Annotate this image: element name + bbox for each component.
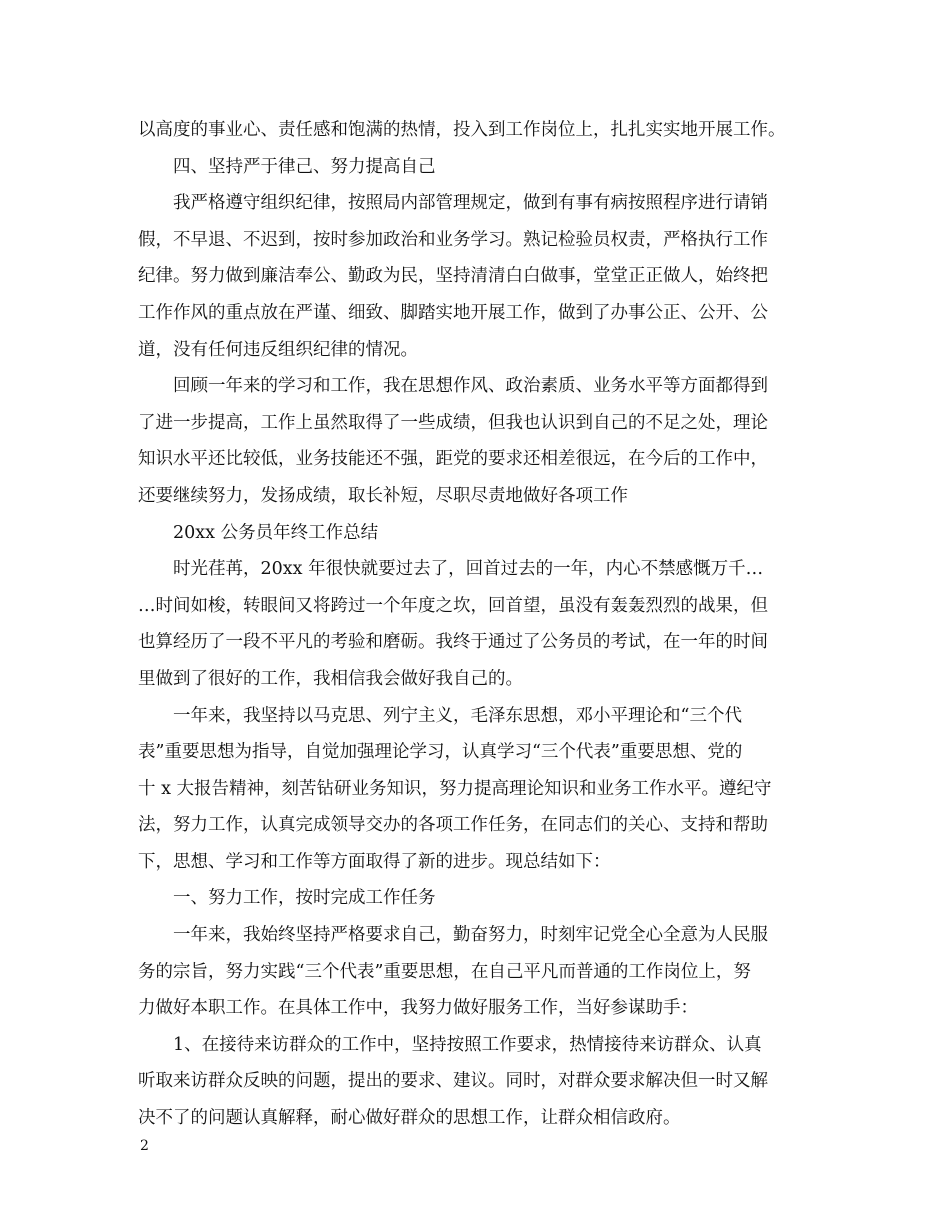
text-line: 知识水平还比较低，业务技能还不强，距党的要求还相差很远，在今后的工作中，	[138, 449, 768, 470]
text-line: 里做到了很好的工作，我相信我会做好我自己的。	[138, 668, 523, 689]
text-line: 听取来访群众反映的问题，提出的要求、建议。同时，对群众要求解决但一时又解	[138, 1071, 768, 1092]
text-line: 以高度的事业心、责任感和饱满的热情，投入到工作岗位上，扎扎实实地开展工作。	[138, 120, 786, 140]
text-line: 一年来，我坚持以马克思、列宁主义，毛泽东思想，邓小平理论和“三个代	[173, 705, 742, 726]
page-number: 2	[140, 1138, 149, 1154]
text-line: 十 x 大报告精神，刻苦钻研业务知识，努力提高理论知识和业务工作水平。遵纪守	[138, 778, 772, 799]
section-heading: 一、努力工作，按时完成工作任务	[173, 888, 436, 909]
text-line: 表”重要思想为指导，自觉加强理论学习，认真学习“三个代表”重要思想、党的	[138, 742, 743, 763]
text-line: 还要继续努力，发扬成绩，取长补短，尽职尽责地做好各项工作	[138, 485, 628, 506]
text-line: 力做好本职工作。在具体工作中，我努力做好服务工作，当好参谋助手：	[138, 998, 698, 1019]
text-line: 法，努力工作，认真完成领导交办的各项工作任务，在同志们的关心、支持和帮助	[138, 815, 768, 836]
document-body	[138, 112, 818, 1137]
section-heading: 四、坚持严于律己、努力提高自己	[173, 156, 436, 177]
text-line: 回顾一年来的学习和工作，我在思想作风、政治素质、业务水平等方面都得到	[173, 376, 768, 397]
text-line: 纪律。努力做到廉洁奉公、勤政为民，坚持清清白白做事，堂堂正正做人，始终把	[138, 266, 768, 287]
text-line: 1、在接待来访群众的工作中，坚持按照工作要求，热情接待来访群众、认真	[173, 1034, 762, 1055]
text-line: 决不了的问题认真解释，耐心做好群众的思想工作，让群众相信政府。	[138, 1108, 681, 1129]
text-line: 时光荏苒，20xx 年很快就要过去了，回首过去的一年，内心不禁感慨万千…	[173, 559, 764, 580]
text-line: 工作作风的重点放在严谨、细致、脚踏实地开展工作，做到了办事公正、公开、公	[138, 302, 768, 323]
text-line: 假，不早退、不迟到，按时参加政治和业务学习。熟记检验员权责，严格执行工作	[138, 229, 768, 250]
text-line: 了进一步提高，工作上虽然取得了一些成绩，但我也认识到自己的不足之处，理论	[138, 412, 768, 433]
text-line: 我严格遵守组织纪律，按照局内部管理规定，做到有事有病按照程序进行请销	[173, 193, 768, 214]
text-line: 下，思想、学习和工作等方面取得了新的进步。现总结如下：	[138, 851, 611, 872]
document-title: 20xx 公务员年终工作总结	[173, 522, 379, 543]
text-line: 也算经历了一段不平凡的考验和磨砺。我终于通过了公务员的考试，在一年的时间	[138, 632, 768, 653]
text-line: 务的宗旨，努力实践“三个代表”重要思想，在自己平凡而普通的工作岗位上，努	[138, 961, 751, 982]
text-line: 一年来，我始终坚持严格要求自己，勤奋努力，时刻牢记党全心全意为人民服	[173, 925, 768, 946]
text-line: 道，没有任何违反组织纪律的情况。	[138, 339, 418, 360]
text-line: …时间如梭，转眼间又将跨过一个年度之坎，回首望，虽没有轰轰烈烈的战果，但	[138, 595, 768, 616]
